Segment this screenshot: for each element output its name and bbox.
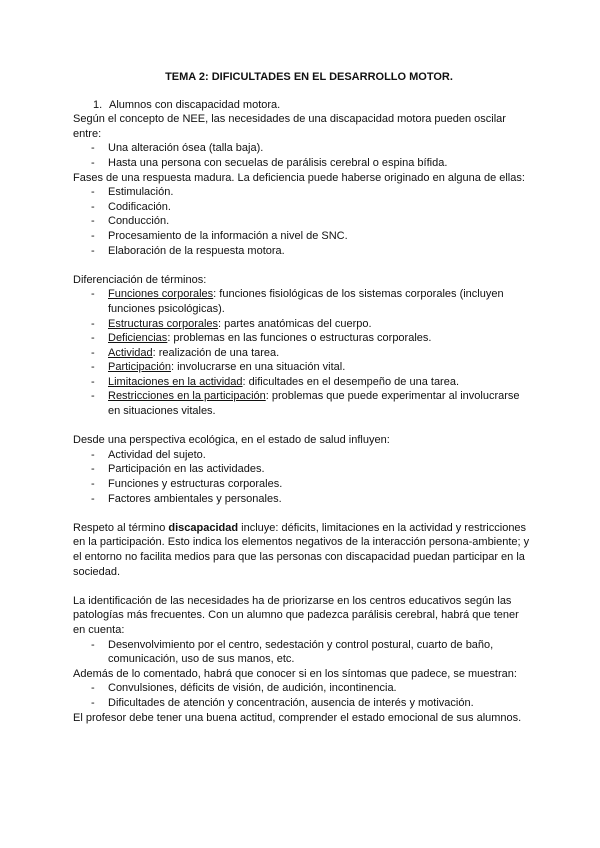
document-title: TEMA 2: DIFICULTADES EN EL DESARROLLO MOTOR. [165, 71, 453, 83]
list-item: - Participación en las actividades. [73, 462, 533, 477]
term-item [73, 389, 533, 418]
term-definition: : realización de una tarea. [152, 346, 280, 359]
term-item [73, 287, 533, 316]
list-item: - Estimulación. [73, 185, 533, 200]
symptoms-intro: Además de lo comentado, habrá que conocer si en los síntomas que padece, se muestran: [73, 667, 517, 680]
nee-list [73, 141, 533, 170]
term-name: Restricciones en la participación [108, 390, 266, 403]
list-item: - Desenvolvimiento por el centro, sedestación y control postural, cuarto de baño, comunicación, uso de sus manos, etc. [73, 638, 533, 667]
term-name: Actividad [108, 346, 153, 359]
nee-intro: Según el concepto de NEE, las necesidades de una discapacidad motora pueden oscilar entre: [73, 113, 506, 140]
term-name: Limitaciones en la actividad [108, 375, 243, 388]
term-item [73, 375, 533, 390]
term-item [73, 317, 533, 332]
discapacidad-after: incluye: déficits, limitaciones en la actividad y restricciones en la participación. Esto indica los elementos negativos de la interacción persona-ambiente; y el entorno no facilita medios para que las personas con discapacidad puedan participar en la sociedad. [73, 521, 530, 578]
list-item: - Actividad del sujeto. [73, 448, 533, 463]
list-item: - Elaboración de la respuesta motora. [73, 244, 533, 259]
list-item: - Convulsiones, déficits de visión, de audición, incontinencia. [73, 681, 533, 696]
phases-list [73, 185, 533, 258]
discapacidad-term: discapacidad [168, 521, 239, 534]
term-name: Estructuras corporales [108, 317, 219, 330]
discapacidad-before: Respeto al término [73, 521, 169, 534]
list-item: - Hasta una persona con secuelas de parálisis cerebral o espina bífida. [73, 156, 533, 171]
terms-list [73, 287, 533, 418]
term-name: Funciones corporales [108, 288, 214, 301]
list-item: - Una alteración ósea (talla baja). [73, 141, 533, 156]
section-number: 1. [93, 98, 103, 111]
phases-intro: Fases de una respuesta madura. La deficiencia puede haberse originado en alguna de ellas: [73, 171, 525, 184]
term-item [73, 346, 533, 361]
closing-paragraph: El profesor debe tener una buena actitud, comprender el estado emocional de sus alumnos. [73, 711, 522, 724]
terms-intro: Diferenciación de términos: [73, 273, 207, 286]
list-item: - Funciones y estructuras corporales. [73, 477, 533, 492]
term-name: Participación [108, 361, 171, 374]
term-definition: : problemas en las funciones o estructuras corporales. [167, 332, 432, 345]
ecological-list [73, 448, 533, 506]
section-heading [73, 98, 533, 113]
identification-list [73, 638, 533, 667]
term-definition: : dificultades en el desempeño de una tarea. [242, 375, 460, 388]
document-page [73, 70, 533, 725]
term-item [73, 360, 533, 375]
symptoms-list [73, 681, 533, 710]
discapacidad-paragraph [73, 521, 533, 579]
list-item: - Dificultades de atención y concentración, ausencia de interés y motivación. [73, 696, 533, 711]
term-name: Deficiencias [108, 332, 168, 345]
identification-intro: La identificación de las necesidades ha de priorizarse en los centros educativos según las patologías más frecuentes. Con un alumno que padezca parálisis cerebral, habrá que tener en cuenta: [73, 594, 519, 636]
list-item: - Conducción. [73, 214, 533, 229]
term-definition: : involucrarse en una situación vital. [170, 361, 346, 374]
list-item: - Codificación. [73, 200, 533, 215]
term-definition: : partes anatómicas del cuerpo. [218, 317, 372, 330]
list-item: - Procesamiento de la información a nivel de SNC. [73, 229, 533, 244]
section-heading-text: Alumnos con discapacidad motora. [109, 98, 281, 111]
list-item: - Factores ambientales y personales. [73, 492, 533, 507]
term-item [73, 331, 533, 346]
ecological-intro: Desde una perspectiva ecológica, en el estado de salud influyen: [73, 434, 390, 447]
term-definition: : funciones fisiológicas de los sistemas corporales (incluyen funciones psicológicas). [108, 288, 504, 315]
term-definition: : problemas que puede experimentar al involucrarse en situaciones vitales. [108, 390, 520, 418]
